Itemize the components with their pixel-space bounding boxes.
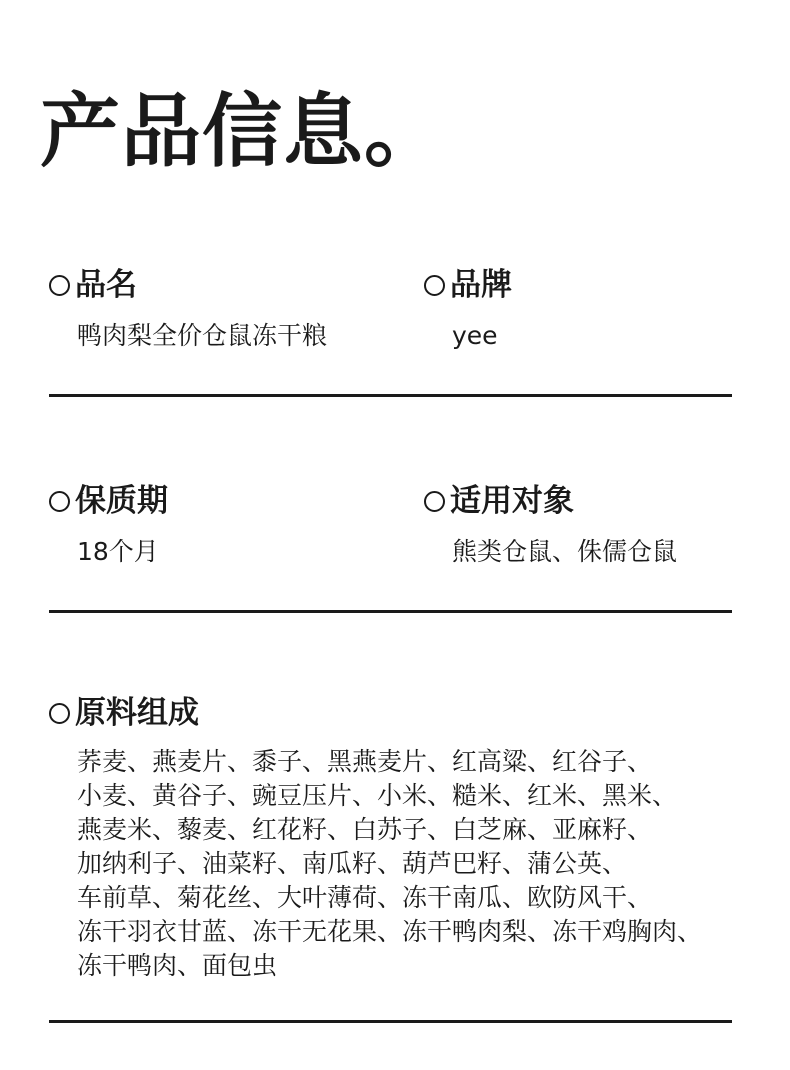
page-title: 产品信息。: [40, 85, 445, 178]
circle-outline-icon: [424, 275, 445, 296]
field-label-target: [424, 483, 677, 519]
field-shelf-life: [49, 483, 168, 569]
target-label: 适用对象: [450, 483, 574, 519]
ingredient-line: 冻干鸭肉、面包虫: [77, 951, 278, 980]
field-label-product-name: [49, 267, 327, 303]
ingredient-line: 车前草、菊花丝、大叶薄荷、冻干南瓜、欧防风干、: [77, 883, 653, 912]
ingredient-line: 小麦、黄谷子、豌豆压片、小米、糙米、红米、黑米、: [77, 781, 678, 810]
circle-outline-icon: [49, 491, 70, 512]
field-label-ingredients: [49, 695, 702, 731]
shelf-life-value: 18个月: [77, 537, 159, 566]
circle-outline-icon: [49, 703, 70, 724]
field-target: [424, 483, 678, 569]
circle-outline-icon: [424, 491, 445, 512]
ingredient-line: 冻干羽衣甘蓝、冻干无花果、冻干鸭肉梨、冻干鸡胸肉、: [77, 917, 703, 946]
field-brand: [424, 267, 512, 353]
target-value: 熊类仓鼠、侏儒仓鼠: [452, 537, 678, 566]
shelf-life-label: 保质期: [75, 483, 168, 519]
brand-label: 品牌: [450, 267, 512, 303]
divider: [49, 610, 732, 613]
circle-outline-icon: [49, 275, 70, 296]
ingredients-label: 原料组成: [75, 695, 199, 731]
divider: [49, 1020, 732, 1023]
field-label-brand: [424, 267, 512, 303]
ingredient-line: 荞麦、燕麦片、黍子、黑燕麦片、红高粱、红谷子、: [77, 747, 653, 776]
field-ingredients: [49, 695, 703, 983]
ingredient-line: 加纳利子、油菜籽、南瓜籽、葫芦巴籽、蒲公英、: [77, 849, 628, 878]
ingredient-line: 燕麦米、藜麦、红花籽、白苏子、白芝麻、亚麻籽、: [77, 815, 653, 844]
field-label-shelf-life: [49, 483, 168, 519]
product-name-label: 品名: [75, 267, 137, 303]
ingredients-list: [49, 745, 702, 983]
divider: [49, 394, 732, 397]
product-name-value: 鸭肉梨全价仓鼠冻干粮: [77, 321, 328, 350]
brand-value: yee: [452, 321, 498, 350]
field-product-name: [49, 267, 328, 353]
